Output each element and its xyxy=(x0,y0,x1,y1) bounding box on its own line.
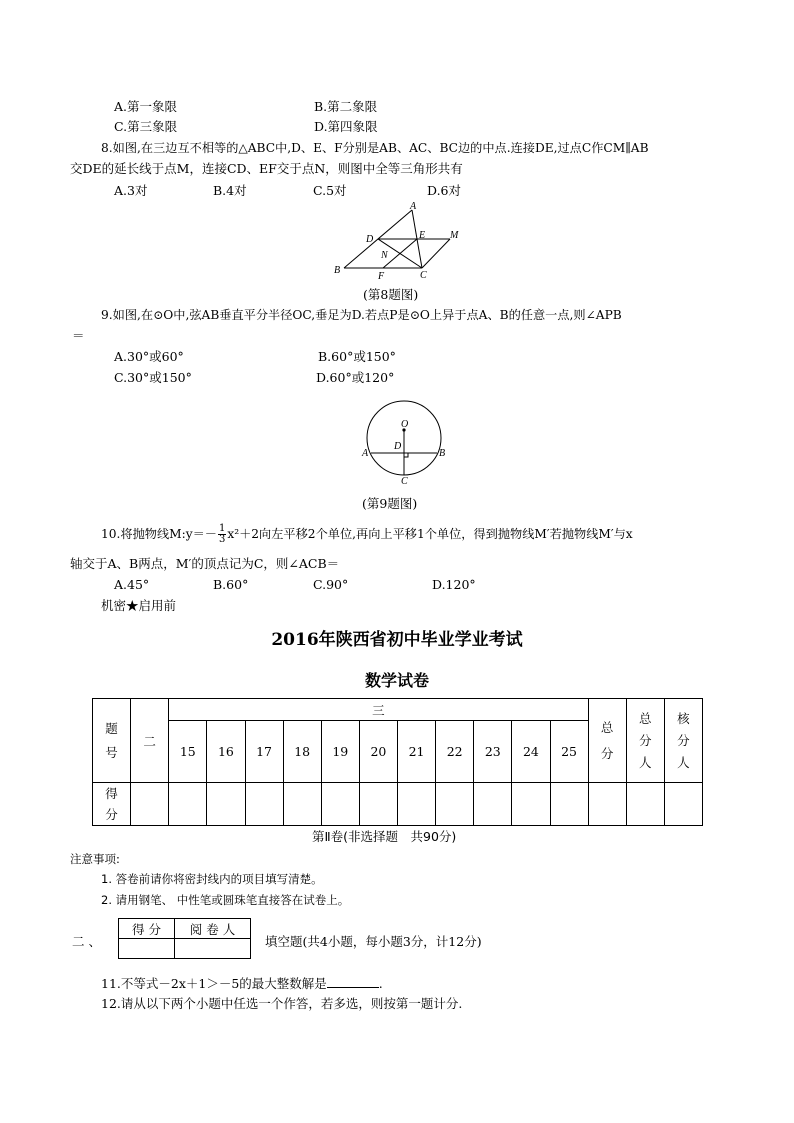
q9-label-a: A xyxy=(362,448,369,459)
section2-grader-header: 阅 卷 人 xyxy=(175,919,251,939)
q8-caption: (第8题图) xyxy=(363,287,419,302)
q-number-19: 19 xyxy=(321,721,359,783)
q9-caption: (第9题图) xyxy=(362,496,418,511)
q8-option-a: A.3对 xyxy=(114,183,148,198)
score-table xyxy=(92,698,703,826)
q10-frac-den: 3 xyxy=(218,534,226,545)
q7-option-a: A.第一象限 xyxy=(114,99,178,114)
total-grader-cell xyxy=(626,699,664,783)
q8-label-a: A xyxy=(410,201,417,212)
score-input-23[interactable] xyxy=(474,783,512,826)
q9-option-c: C.30°或150° xyxy=(114,370,192,385)
q-number-22: 22 xyxy=(436,721,474,783)
q7-option-c: C.第三象限 xyxy=(114,119,178,134)
score-input-24[interactable] xyxy=(512,783,550,826)
section2-grader-table xyxy=(118,918,251,959)
score-input-19[interactable] xyxy=(321,783,359,826)
q9-label-b: B xyxy=(439,448,446,459)
score-input-16[interactable] xyxy=(207,783,245,826)
q8-option-c: C.5对 xyxy=(313,183,347,198)
q8-label-d: D xyxy=(366,234,374,245)
q7-option-d: D.第四象限 xyxy=(314,119,378,134)
header-question-cell xyxy=(93,699,131,783)
q8-text-line1: 8.如图,在三边互不相等的△ABC中,D、E、F分别是AB、AC、BC边的中点.连接DE,过点C作CM∥AB xyxy=(101,141,649,155)
q9-label-d: D xyxy=(394,441,402,452)
q-number-24: 24 xyxy=(512,721,550,783)
q-number-20: 20 xyxy=(359,721,397,783)
score-input-15[interactable] xyxy=(169,783,207,826)
section-two-cell: 二 xyxy=(131,699,169,783)
q10-option-c: C.90° xyxy=(313,577,349,592)
q12-text: 12.请从以下两个小题中任选一个作答，若多选，则按第一题计分. xyxy=(101,996,463,1011)
notes-item-2: 2. 请用钢笔、 中性笔或圆珠笔直接答在试卷上。 xyxy=(101,893,350,907)
q-number-16: 16 xyxy=(207,721,245,783)
section-three-cell: 三 xyxy=(169,699,588,721)
checker-cell xyxy=(664,699,702,783)
score-row-label: 得分 xyxy=(105,786,118,822)
q8-triangle-figure xyxy=(330,198,470,282)
q11-prompt: 11.不等式－2x＋1＞－5的最大整数解是 xyxy=(101,976,327,991)
q8-label-m: M xyxy=(450,230,459,241)
score-input-total[interactable] xyxy=(588,783,626,826)
q10-option-d: D.120° xyxy=(432,577,476,592)
q10-fraction xyxy=(218,524,226,545)
q10-prefix: 10.将抛物线M:y＝－ xyxy=(101,527,217,541)
score-input-25[interactable] xyxy=(550,783,588,826)
score-input-18[interactable] xyxy=(283,783,321,826)
q9-option-b: B.60°或150° xyxy=(318,349,396,364)
section2-label: 二 、 xyxy=(72,934,101,949)
q-number-21: 21 xyxy=(398,721,436,783)
score-input-two[interactable] xyxy=(131,783,169,826)
q-number-15: 15 xyxy=(169,721,207,783)
score-input-checker[interactable] xyxy=(664,783,702,826)
q-number-17: 17 xyxy=(245,721,283,783)
section2-score-input[interactable] xyxy=(119,939,175,959)
q8-label-e: E xyxy=(419,230,426,241)
notes-item-1: 1. 答卷前请你将密封线内的项目填写清楚。 xyxy=(101,872,323,886)
secret-marker: 机密★启用前 xyxy=(101,598,177,613)
q-number-18: 18 xyxy=(283,721,321,783)
section2-grader-input[interactable] xyxy=(175,939,251,959)
q11-text xyxy=(101,975,383,992)
q10-text-line2: 轴交于A、B两点，M′的顶点记为C，则∠ACB＝ xyxy=(70,556,340,571)
q8-label-c: C xyxy=(420,270,427,281)
q10-frac-num: 1 xyxy=(218,523,226,534)
q8-label-f: F xyxy=(378,271,385,282)
q10-option-a: A.45° xyxy=(114,577,150,592)
section2-score-header: 得 分 xyxy=(119,919,175,939)
notes-heading: 注意事项: xyxy=(70,852,120,866)
q11-end: . xyxy=(378,976,383,991)
q8-label-n: N xyxy=(381,250,388,261)
q10-suffix: x²＋2向左平移2个单位,再向上平移1个单位，得到抛物线M′若抛物线M′与x xyxy=(227,527,633,541)
q7-option-b: B.第二象限 xyxy=(314,99,378,114)
subject-title: 数学试卷 xyxy=(364,671,429,690)
q-number-23: 23 xyxy=(474,721,512,783)
paper2-title: 第Ⅱ卷(非选择题 共90分) xyxy=(312,829,457,844)
q9-label-c: C xyxy=(401,476,408,486)
q8-option-b: B.4对 xyxy=(213,183,247,198)
q9-circle-figure xyxy=(356,392,456,486)
q8-text-line2: 交DE的延长线于点M，连接CD、EF交于点N，则图中全等三角形共有 xyxy=(70,161,463,176)
total-cell xyxy=(588,699,626,783)
score-input-total-grader[interactable] xyxy=(626,783,664,826)
score-input-21[interactable] xyxy=(398,783,436,826)
total-label: 总分 xyxy=(600,719,614,761)
q9-text-line1: 9.如图,在⊙O中,弦AB垂直平分半径OC,垂足为D.若点P是⊙O上异于点A、B的任意一点,则∠APB xyxy=(101,308,622,322)
q11-answer-blank[interactable] xyxy=(327,975,379,988)
q9-text-line2: ＝ xyxy=(72,328,85,343)
total-grader-label: 总分人 xyxy=(639,710,652,770)
q10-option-b: B.60° xyxy=(213,577,249,592)
q9-option-a: A.30°或60° xyxy=(114,349,184,364)
score-input-22[interactable] xyxy=(436,783,474,826)
q9-option-d: D.60°或120° xyxy=(316,370,395,385)
header-question-label: 题号 xyxy=(105,720,118,760)
section2-desc: 填空题(共4小题，每小题3分，计12分) xyxy=(265,934,482,949)
score-row-label-cell xyxy=(93,783,131,826)
q9-label-o: O xyxy=(401,419,409,430)
exam-title: 2016年陕西省初中毕业学业考试 xyxy=(271,630,523,650)
q8-label-b: B xyxy=(334,265,341,276)
q-number-25: 25 xyxy=(550,721,588,783)
score-input-17[interactable] xyxy=(245,783,283,826)
q10-text-line1 xyxy=(101,521,633,547)
score-input-20[interactable] xyxy=(359,783,397,826)
checker-label: 核分人 xyxy=(677,710,690,770)
q8-option-d: D.6对 xyxy=(427,183,462,198)
